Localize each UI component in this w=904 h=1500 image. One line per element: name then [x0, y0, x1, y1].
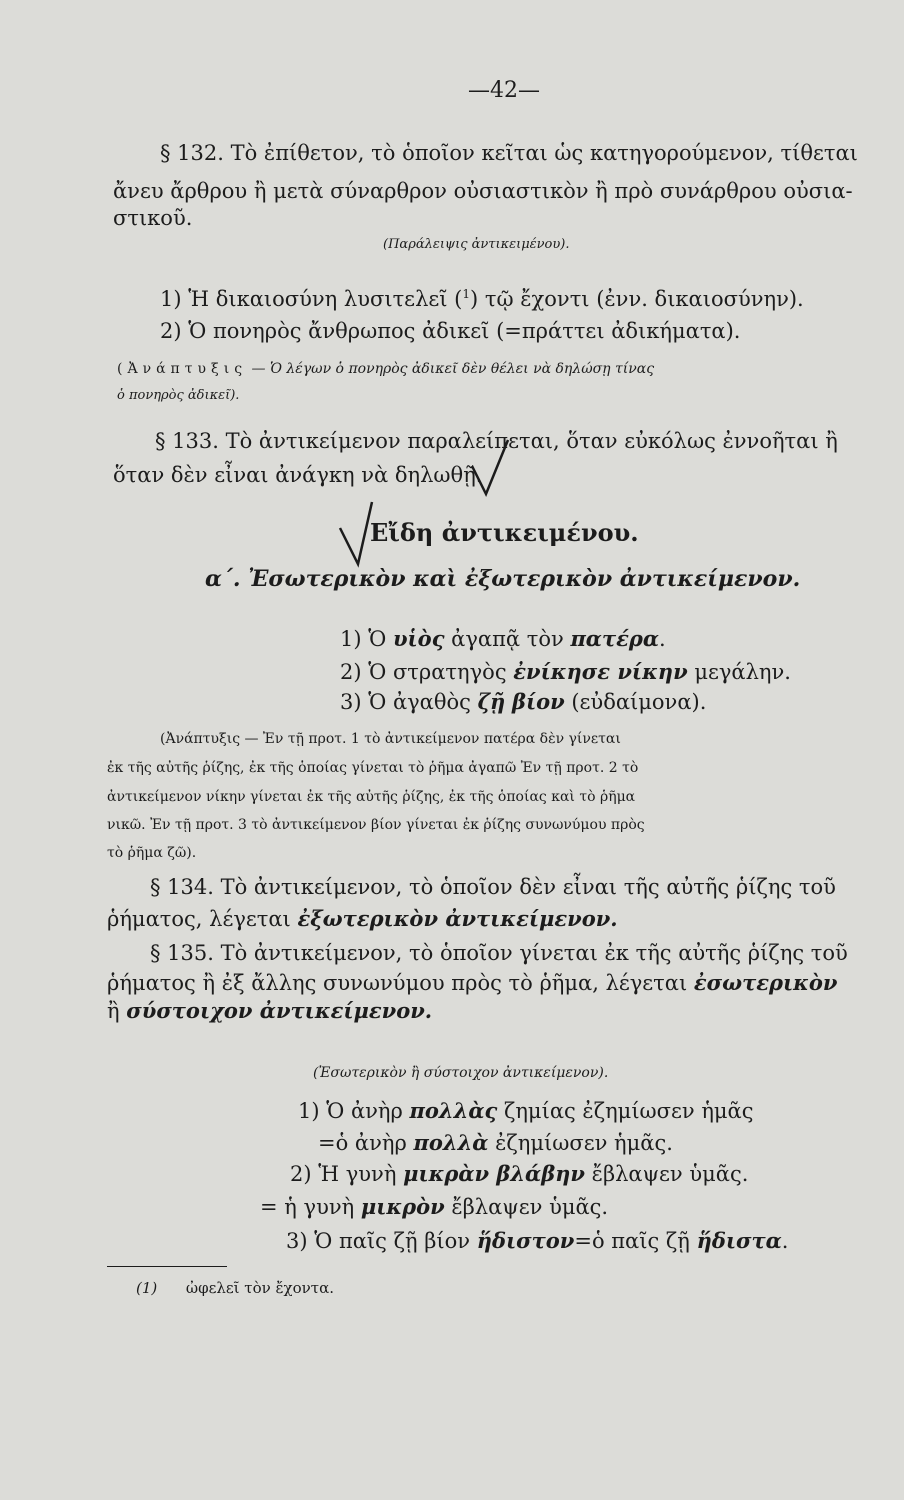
section-heading: Εἴδη ἀντικειμένου.: [370, 518, 639, 547]
example-b-4: = ἡ γυνὴ μικρὸν ἔβλαψεν ὑμᾶς.: [260, 1194, 609, 1219]
footnote-rule: [107, 1266, 227, 1267]
s135-line-1: § 135. Τὸ ἀντικείμενον, τὸ ὁποῖον γίνεται ἐκ τῆς αὐτῆς ῥίζης τοῦ: [150, 941, 848, 965]
s132-subhead: (Παράλειψις ἀντικειμένου).: [383, 237, 570, 252]
s132-line-1: § 132. Τὸ ἐπίθετον, τὸ ὁποῖον κεῖται ὡς κατηγορούμενον, τίθεται: [160, 141, 858, 165]
s134-line-1: § 134. Τὸ ἀντικείμενον, τὸ ὁποῖον δὲν εἶναι τῆς αὐτῆς ῥίζης τοῦ: [150, 875, 836, 899]
analysis-2-line-2: ἐκ τῆς αὐτῆς ῥίζης, ἐκ τῆς ὁποίας γίνεται τὸ ῥῆμα ἀγαπῶ Ἐν τῇ προτ. 2 τὸ: [107, 760, 639, 776]
s132-line-3: στικοῦ.: [113, 206, 193, 230]
check-mark-1: [470, 438, 510, 500]
section-subheading: α΄. Ἐσωτερικὸν καὶ ἐξωτερικὸν ἀντικείμενον.: [205, 566, 801, 592]
check-mark-2: [338, 500, 374, 568]
analysis-2-line-4: νικῶ. Ἐν τῇ προτ. 3 τὸ ἀντικείμενον βίον γίνεται ἐκ ῥίζης συνωνύμου πρὸς: [107, 817, 645, 833]
subhead-2: (Ἐσωτερικὸν ἢ σύστοιχον ἀντικείμενον).: [313, 1065, 609, 1081]
example-b-2: =ὁ ἀνὴρ πολλὰ ἐζημίωσεν ἡμᾶς.: [318, 1130, 673, 1155]
s132-analysis: (Ἀνάπτυξις — Ὁ λέγων ὁ πονηρὸς ἀδικεῖ δὲν θέλει νὰ δηλώσῃ τίνας: [117, 361, 655, 377]
s135-line-2: ῥήματος ἢ ἐξ ἄλλης συνωνύμου πρὸς τὸ ῥῆμα, λέγεται ἐσωτερικὸν: [107, 970, 838, 995]
s132-example-1: 1) Ἡ δικαιοσύνη λυσιτελεῖ ($^1$) τῷ ἔχοντι (ἐνν. δικαιοσύνην).: [160, 287, 804, 311]
s132-analysis-2: ὁ πονηρὸς ἀδικεῖ).: [117, 388, 240, 403]
analysis-2-line-3: ἀντικείμενον νίκην γίνεται ἐκ τῆς αὐτῆς ῥίζης, ἐκ τῆς ὁποίας καὶ τὸ ῥῆμα: [107, 789, 636, 805]
analysis-2-line-5: τὸ ῥῆμα ζῶ).: [107, 845, 197, 861]
s133-line-1: § 133. Τὸ ἀντικείμενον παραλείπεται, ὅταν εὐκόλως ἐννοῆται ἢ: [155, 429, 838, 453]
example-a-1: 1) Ὁ υἱὸς ἀγαπᾷ τὸν πατέρα.: [340, 626, 666, 651]
page-number: —42—: [468, 78, 540, 103]
s132-line-2: ἄνευ ἄρθρου ἢ μετὰ σύναρθρον οὐσιαστικὸν ἢ πρὸ συνάρθρου οὐσια-: [113, 179, 853, 203]
example-b-3: 2) Ἡ γυνὴ μικρὰν βλάβην ἔβλαψεν ὑμᾶς.: [290, 1161, 749, 1186]
s133-line-2: ὅταν δὲν εἶναι ἀνάγκη νὰ δηλωθῇ.: [113, 463, 483, 487]
example-b-5: 3) Ὁ παῖς ζῇ βίον ἥδιστον=ὁ παῖς ζῇ ἥδιστα.: [286, 1228, 789, 1253]
analysis-2-line-1: (Ἀνάπτυξις — Ἐν τῇ προτ. 1 τὸ ἀντικείμενον πατέρα δὲν γίνεται: [160, 731, 621, 747]
example-a-3: 3) Ὁ ἀγαθὸς ζῇ βίον (εὐδαίμονα).: [340, 689, 707, 714]
example-b-1: 1) Ὁ ἀνὴρ πολλὰς ζημίας ἐζημίωσεν ἡμᾶς: [298, 1098, 754, 1123]
s134-line-2: ῥήματος, λέγεται ἐξωτερικὸν ἀντικείμενον.: [107, 906, 618, 931]
s132-example-2: 2) Ὁ πονηρὸς ἄνθρωπος ἀδικεῖ (=πράττει ἀδικήματα).: [160, 319, 741, 343]
s135-line-3: ἢ σύστοιχον ἀντικείμενον.: [107, 998, 433, 1023]
example-a-2: 2) Ὁ στρατηγὸς ἐνίκησε νίκην μεγάλην.: [340, 659, 791, 684]
footnote-ref: 1: [462, 287, 470, 301]
footnote: (1) ὠφελεῖ τὸν ἔχοντα.: [136, 1279, 334, 1297]
